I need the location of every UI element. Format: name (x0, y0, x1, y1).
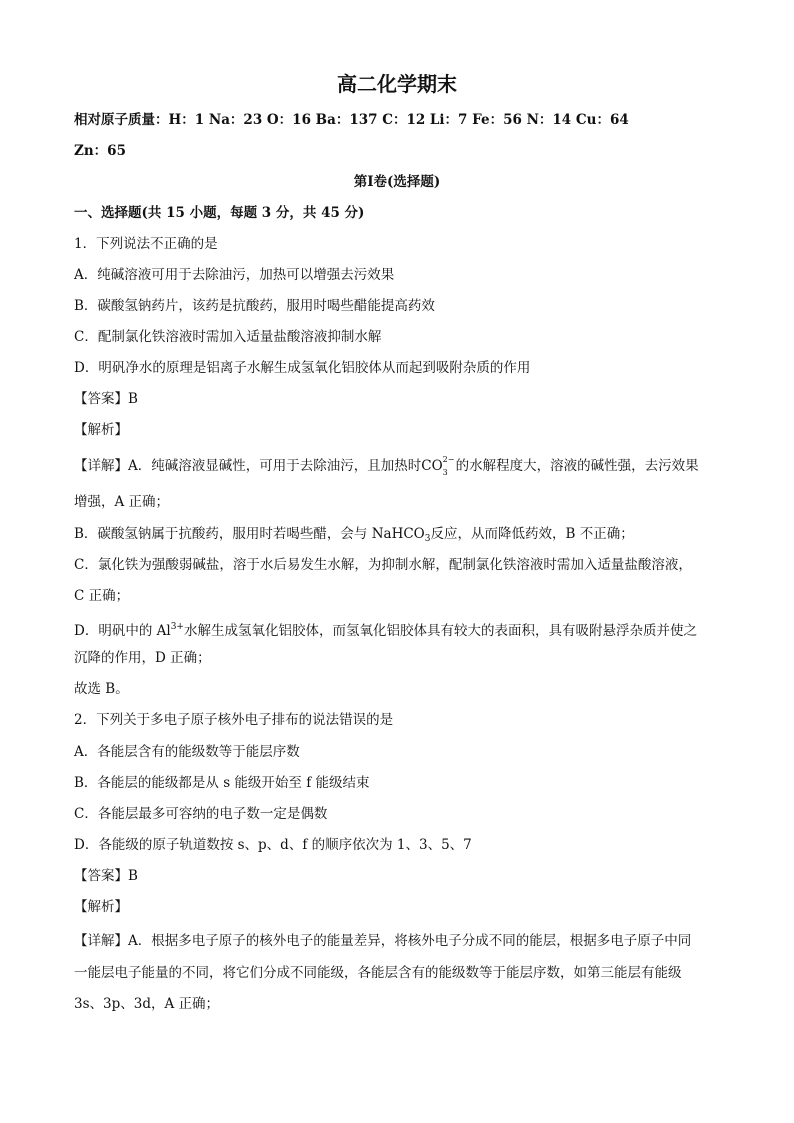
q2-stem: 2．下列关于多电子原子核外电子排布的说法错误的是 (74, 712, 394, 728)
q1-detail-c-line1: C．氯化铁为强酸弱碱盐，溶于水后易发生水解，为抑制水解，配制氯化铁溶液时需加入适量盐酸溶液， (74, 557, 692, 573)
q1-detail-d (74, 617, 697, 641)
atomic-mass-line-1: 相对原子质量：H：1 Na：23 O：16 Ba：137 C：12 Li：7 Fe：56 N：14 Cu：64 (74, 112, 629, 128)
q1-detail-b-pre: B．碳酸氢钠属于抗酸药，服用时若喝些醋，会与 NaHCO (74, 526, 425, 542)
carbonate-charge: 2− (442, 455, 455, 464)
q1-option-a: A．纯碱溶液可用于去除油污，加热可以增强去污效果 (74, 267, 395, 283)
q2-option-b: B．各能层的能级都是从 s 能级开始至 f 能级结束 (74, 775, 370, 791)
q1-answer: 【答案】B (74, 391, 138, 407)
q1-detail-d-line2: 沉降的作用，D 正确； (74, 650, 211, 666)
q1-detail-b-post: 反应，从而降低药效，B 不正确； (430, 526, 634, 542)
aluminum-charge: 3+ (170, 622, 184, 632)
q1-detail-a (74, 456, 699, 476)
page-title: 高二化学期末 (337, 72, 457, 96)
q2-option-a: A．各能层含有的能级数等于能层序数 (74, 744, 300, 760)
q2-option-c: C．各能层最多可容纳的电子数一定是偶数 (74, 806, 328, 822)
carbonate-base: CO (421, 458, 443, 474)
q1-detail-b (74, 524, 634, 549)
q2-analysis-label: 【解析】 (74, 899, 128, 915)
q1-option-b: B．碳酸氢钠药片，该药是抗酸药，服用时喝些醋能提高药效 (74, 298, 435, 314)
q2-detail-line2: 一能层电子能量的不同，将它们分成不同能级，各能层含有的能级数等于能层序数，如第三能层有能级 (74, 965, 682, 981)
q2-option-d: D．各能级的原子轨道数按 s、p、d、f 的顺序依次为 1、3、5、7 (74, 837, 472, 853)
q1-detail-a-line2: 增强，A 正确； (74, 494, 170, 510)
q1-analysis-label: 【解析】 (74, 422, 128, 438)
q2-detail-line3: 3s、3p、3d，A 正确； (74, 996, 220, 1012)
carbonate-subscript: 3 (442, 468, 448, 477)
q1-detail-c-line2: C 正确； (74, 588, 130, 604)
bicarbonate-subscript: 3 (424, 534, 431, 544)
carbonate-formula (421, 455, 455, 477)
q1-detail-d-pre: D．明矾中的 Al (74, 623, 171, 639)
q1-conclusion: 故选 B。 (74, 681, 129, 697)
section-heading: 第Ⅰ卷(选择题) (353, 174, 441, 190)
atomic-mass-line-2: Zn：65 (74, 143, 126, 159)
q1-detail-a-post: 的水解程度大，溶液的碱性强，去污效果 (455, 458, 699, 474)
q1-detail-d-post: 水解生成氢氧化铝胶体，而氢氧化铝胶体具有较大的表面积，具有吸附悬浮杂质并使之 (183, 623, 697, 639)
q1-option-c: C．配制氯化铁溶液时需加入适量盐酸溶液抑制水解 (74, 329, 382, 345)
q1-stem: 1．下列说法不正确的是 (74, 236, 218, 252)
q2-detail-line1: 【详解】A．根据多电子原子的核外电子的能量差异，将核外电子分成不同的能层，根据多电子原子中同 (74, 933, 692, 949)
q1-option-d: D．明矾净水的原理是铝离子水解生成氢氧化铝胶体从而起到吸附杂质的作用 (74, 360, 531, 376)
part-heading: 一、选择题(共 15 小题，每题 3 分，共 45 分) (74, 205, 365, 221)
q2-answer: 【答案】B (74, 868, 138, 884)
q1-detail-a-pre: 【详解】A．纯碱溶液显碱性，可用于去除油污，且加热时 (74, 458, 422, 474)
